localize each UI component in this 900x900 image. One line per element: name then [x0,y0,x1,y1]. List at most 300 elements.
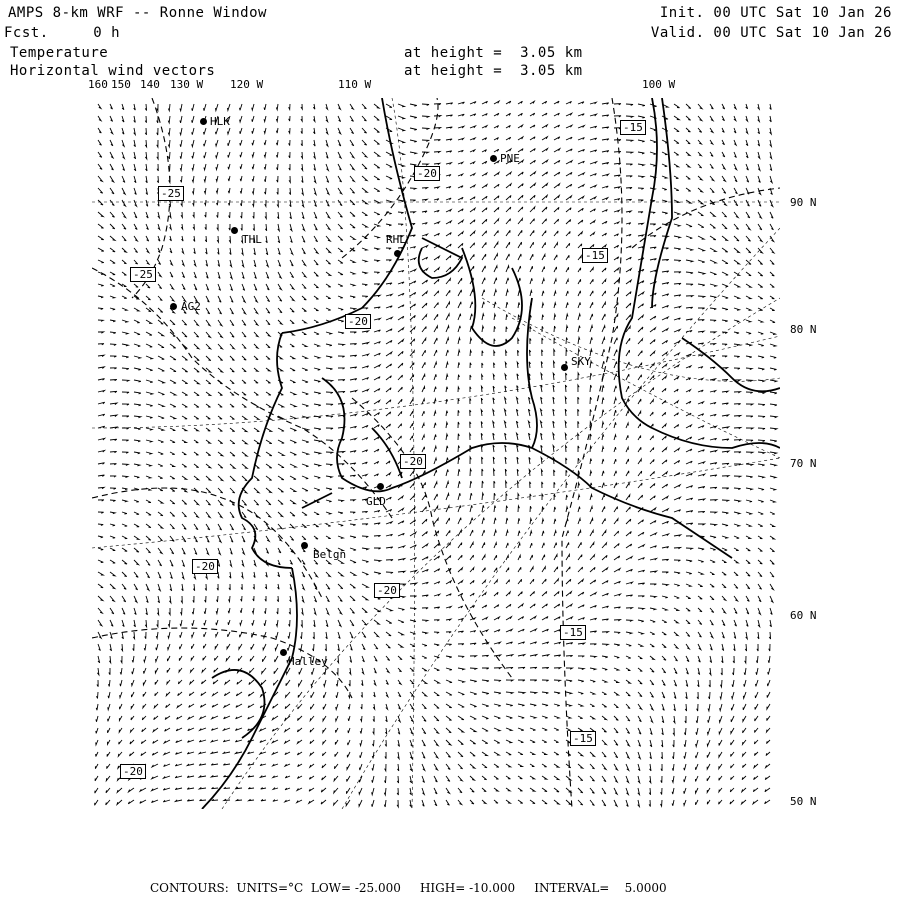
wind-vector [458,362,460,368]
wind-vector [698,331,704,333]
wind-vector [626,776,629,783]
wind-vector [192,632,194,637]
wind-vector [362,413,368,416]
wind-vector [590,692,595,694]
wind-vector [566,231,570,236]
wind-vector [554,361,555,368]
wind-vector [518,740,523,743]
wind-vector [542,137,547,140]
wind-vector [494,149,499,152]
wind-vector [650,351,655,356]
wind-vector [470,102,476,104]
wind-vector [566,349,567,356]
wind-vector [334,764,338,769]
wind-vector [158,536,163,541]
wind-vector [602,619,609,621]
wind-vector [110,200,114,206]
wind-vector [662,547,669,549]
wind-vector [386,176,392,179]
wind-vector [110,152,113,158]
wind-vector [410,247,416,249]
wind-vector [122,548,127,551]
wind-vector [398,200,404,202]
wind-vector [590,291,593,296]
wind-vector [302,236,305,242]
wind-vector [769,632,770,639]
wind-vector [542,519,544,524]
wind-vector [338,236,343,240]
wind-vector [506,184,511,188]
wind-vector [470,302,473,308]
wind-vector [314,152,316,158]
wind-vector [199,776,206,778]
wind-vector [266,260,268,267]
wind-vector [554,655,561,657]
wind-vector [275,644,278,650]
wind-vector [722,476,729,477]
wind-vector [541,409,543,416]
wind-vector [374,413,380,417]
wind-vector [302,308,306,311]
wind-vector [458,457,460,464]
wind-vector [458,446,460,453]
wind-vector [754,764,758,768]
wind-vector [626,164,633,165]
wind-vector [614,764,618,770]
wind-vector [301,632,303,639]
wind-vector [554,740,559,742]
wind-vector [770,584,774,590]
wind-vector [590,788,594,793]
wind-vector [686,164,690,167]
wind-vector [470,457,471,464]
wind-vector [506,290,508,296]
wind-vector [289,116,290,121]
wind-vector [758,476,764,478]
wind-vector [182,272,185,278]
wind-vector [661,800,663,806]
wind-vector [542,207,547,212]
wind-vector [745,644,746,651]
wind-vector [758,116,760,122]
station-label-hlk: HLK [210,115,230,128]
wind-vector [506,692,513,694]
wind-vector [372,764,374,771]
wind-vector [264,620,266,626]
wind-vector [338,200,342,206]
wind-vector [194,428,198,431]
wind-vector [698,656,700,662]
wind-vector [602,800,606,806]
wind-vector [228,164,230,169]
wind-vector [146,212,148,218]
wind-vector [554,338,555,344]
wind-vector [158,272,161,277]
wind-vector [770,260,774,264]
wind-vector [230,440,235,444]
wind-vector [482,326,484,332]
wind-vector [662,716,664,723]
wind-vector [602,434,604,440]
wind-vector [482,630,488,632]
wind-vector [734,548,739,551]
wind-vector [386,522,392,524]
wind-vector [302,440,309,443]
wind-vector [506,230,510,236]
wind-vector [734,392,740,393]
wind-vector [338,644,340,651]
wind-vector [146,608,148,615]
wind-vector [662,448,667,452]
wind-vector [566,161,572,164]
wind-vector [362,224,367,227]
wind-vector [542,338,543,344]
wind-vector [134,236,137,241]
wind-vector [590,197,596,200]
wind-vector [626,459,629,464]
lat-label-80n: 80 N [790,323,817,336]
field-temperature: Temperature [10,45,109,61]
wind-vector [578,764,583,768]
wind-vector [518,219,522,224]
wind-vector [350,308,356,310]
wind-vector [229,212,230,218]
wind-vector [458,505,461,512]
wind-vector [179,668,182,672]
wind-vector [767,692,770,698]
wind-vector [602,338,605,345]
wind-vector [211,764,218,766]
wind-vector [506,125,510,128]
wind-vector [719,800,722,804]
wind-vector [398,644,403,647]
wind-vector [686,498,693,500]
wind-vector [614,800,617,806]
wind-vector [566,220,571,225]
wind-vector [674,248,681,250]
wind-vector [205,224,206,230]
wind-vector [218,332,222,337]
wind-vector [710,116,713,121]
wind-vector [218,416,222,419]
wind-vector [410,532,416,536]
wind-vector [542,555,545,560]
wind-vector [422,387,425,392]
wind-vector [710,296,717,298]
wind-vector [146,392,153,394]
wind-vector [719,740,722,746]
wind-vector [602,361,604,368]
wind-vector [386,485,391,488]
wind-vector [242,464,247,468]
wind-vector [122,404,129,405]
wind-vector [518,339,519,344]
wind-vector [590,644,596,645]
wind-vector [302,404,309,406]
wind-vector [410,632,416,634]
wind-vector [734,464,741,465]
wind-vector [242,320,246,325]
wind-vector [505,409,507,416]
wind-vector [542,149,548,153]
wind-vector [122,536,127,539]
wind-vector [566,643,573,645]
contour-label: -20 [120,764,146,779]
wind-vector [602,471,604,476]
wind-vector [346,788,350,794]
wind-vector [518,788,523,791]
wind-vector [146,248,149,253]
wind-vector [168,128,170,135]
wind-vector [359,800,362,806]
wind-vector [290,428,296,431]
wind-vector [517,457,519,464]
wind-vector [650,728,652,735]
wind-vector [199,740,206,742]
wind-vector [554,160,560,164]
wind-vector [650,140,656,143]
wind-vector [734,188,737,194]
wind-vector [170,344,176,348]
wind-vector [117,800,122,805]
wind-vector [230,356,234,360]
wind-vector [240,176,242,181]
wind-vector [482,150,487,152]
wind-vector [110,464,116,465]
wind-vector [638,339,643,344]
wind-vector [110,224,115,229]
wind-vector [758,620,760,627]
wind-vector [674,425,679,429]
wind-vector [236,716,242,719]
wind-vector [746,368,752,370]
wind-vector [182,440,187,443]
wind-vector [410,399,413,404]
wind-vector [650,212,655,213]
wind-vector [229,572,231,578]
wind-vector [254,368,258,371]
wind-vector [359,764,362,770]
wind-vector [530,113,535,116]
wind-vector [398,559,405,561]
wind-vector [336,680,338,686]
wind-vector [338,284,343,286]
wind-vector [590,221,595,224]
wind-vector [410,471,414,476]
wind-vector [566,483,567,488]
wind-vector [272,716,278,720]
wind-vector [710,596,714,600]
wind-vector [278,584,280,589]
wind-vector [274,668,278,674]
wind-vector [374,680,376,685]
wind-vector [132,680,135,686]
wind-vector [434,399,436,404]
wind-vector [638,327,643,332]
wind-vector [170,284,174,289]
wind-vector [614,104,621,105]
wind-vector [385,764,386,771]
wind-vector [746,236,751,241]
wind-vector [290,392,296,395]
wind-vector [374,212,380,215]
wind-vector [542,195,547,200]
wind-vector [481,433,483,440]
wind-vector [398,521,404,524]
wind-vector [302,500,308,503]
wind-vector [482,740,488,743]
wind-vector [362,438,368,441]
wind-vector [518,195,523,200]
wind-vector [458,631,464,633]
wind-vector [446,175,451,177]
wind-vector [554,555,557,560]
wind-vector [386,104,392,107]
wind-vector [662,572,668,573]
wind-vector [253,212,254,218]
wind-vector [505,362,507,368]
wind-vector [326,224,330,230]
wind-vector [578,788,583,793]
contour-label: -25 [130,267,156,282]
wind-vector [326,332,332,334]
wind-vector [98,284,104,286]
wind-vector [542,788,547,792]
wind-vector [118,752,122,756]
wind-vector [242,368,246,372]
wind-vector [434,740,438,746]
wind-vector [722,128,724,132]
wind-vector [410,620,416,622]
wind-vector [650,571,657,573]
wind-vector [446,279,450,284]
wind-vector [229,224,230,230]
wind-vector [722,403,728,405]
wind-vector [758,560,762,564]
wind-vector [698,308,705,309]
wind-vector [326,284,331,287]
wind-vector [626,386,629,392]
wind-vector [470,197,475,200]
wind-vector [326,440,333,441]
wind-vector [506,278,509,284]
wind-vector [218,392,222,395]
wind-vector [338,608,342,614]
wind-vector [157,152,158,159]
wind-vector [446,619,451,621]
wind-vector [177,704,182,708]
wind-vector [734,488,741,490]
wind-vector [314,332,319,334]
wind-vector [180,104,182,111]
wind-vector [362,296,368,297]
wind-vector [410,128,417,130]
wind-vector [362,212,367,216]
wind-vector [698,320,704,321]
wind-vector [494,580,497,584]
wind-vector [122,140,124,146]
wind-vector [182,260,184,266]
wind-vector [241,596,242,601]
wind-vector [518,481,519,488]
wind-vector [638,140,645,142]
wind-vector [566,279,568,284]
wind-vector [602,555,607,560]
wind-vector [110,140,113,146]
wind-vector [362,536,368,537]
wind-vector [731,752,734,757]
wind-vector [206,392,211,396]
wind-vector [494,740,500,743]
wind-vector [253,584,254,589]
wind-vector [95,800,98,805]
wind-vector [710,620,713,625]
wind-vector [758,452,765,454]
wind-vector [266,464,272,468]
wind-vector [602,151,609,153]
wind-vector [482,481,483,488]
wind-vector [518,137,523,140]
wind-vector [770,512,775,514]
wind-vector [141,740,146,744]
wind-vector [506,172,511,176]
wind-vector [650,692,654,697]
wind-vector [530,219,534,224]
wind-vector [266,488,271,493]
wind-vector [746,608,749,614]
wind-vector [542,231,546,236]
wind-vector [110,415,117,417]
wind-vector [122,488,128,490]
wind-vector [541,373,543,380]
wind-vector [590,337,592,344]
wind-vector [506,113,511,116]
wind-vector [386,188,392,191]
wind-vector [638,495,643,500]
wind-vector [638,176,644,178]
wind-vector [350,584,356,588]
wind-vector [638,520,644,524]
wind-vector [698,487,705,489]
wind-vector [350,656,352,662]
wind-vector [230,476,235,481]
wind-vector [434,291,439,296]
wind-vector [193,212,194,217]
wind-vector [734,332,739,334]
wind-vector [397,800,398,807]
wind-vector [470,716,476,719]
wind-vector [554,113,559,116]
wind-vector [602,632,608,633]
wind-vector [254,560,256,566]
wind-vector [626,152,633,153]
wind-vector [98,620,102,626]
wind-vector [434,303,438,309]
wind-vector [204,620,206,625]
wind-vector [482,363,483,368]
wind-vector [386,317,392,320]
wind-vector [638,116,645,118]
wind-vector [734,164,737,170]
wind-vector [398,328,404,332]
wind-vector [566,137,572,140]
wind-vector [566,243,570,248]
wind-vector [204,104,207,111]
wind-vector [554,149,560,152]
wind-vector [722,308,728,310]
wind-vector [122,152,124,158]
wind-vector [722,451,729,453]
